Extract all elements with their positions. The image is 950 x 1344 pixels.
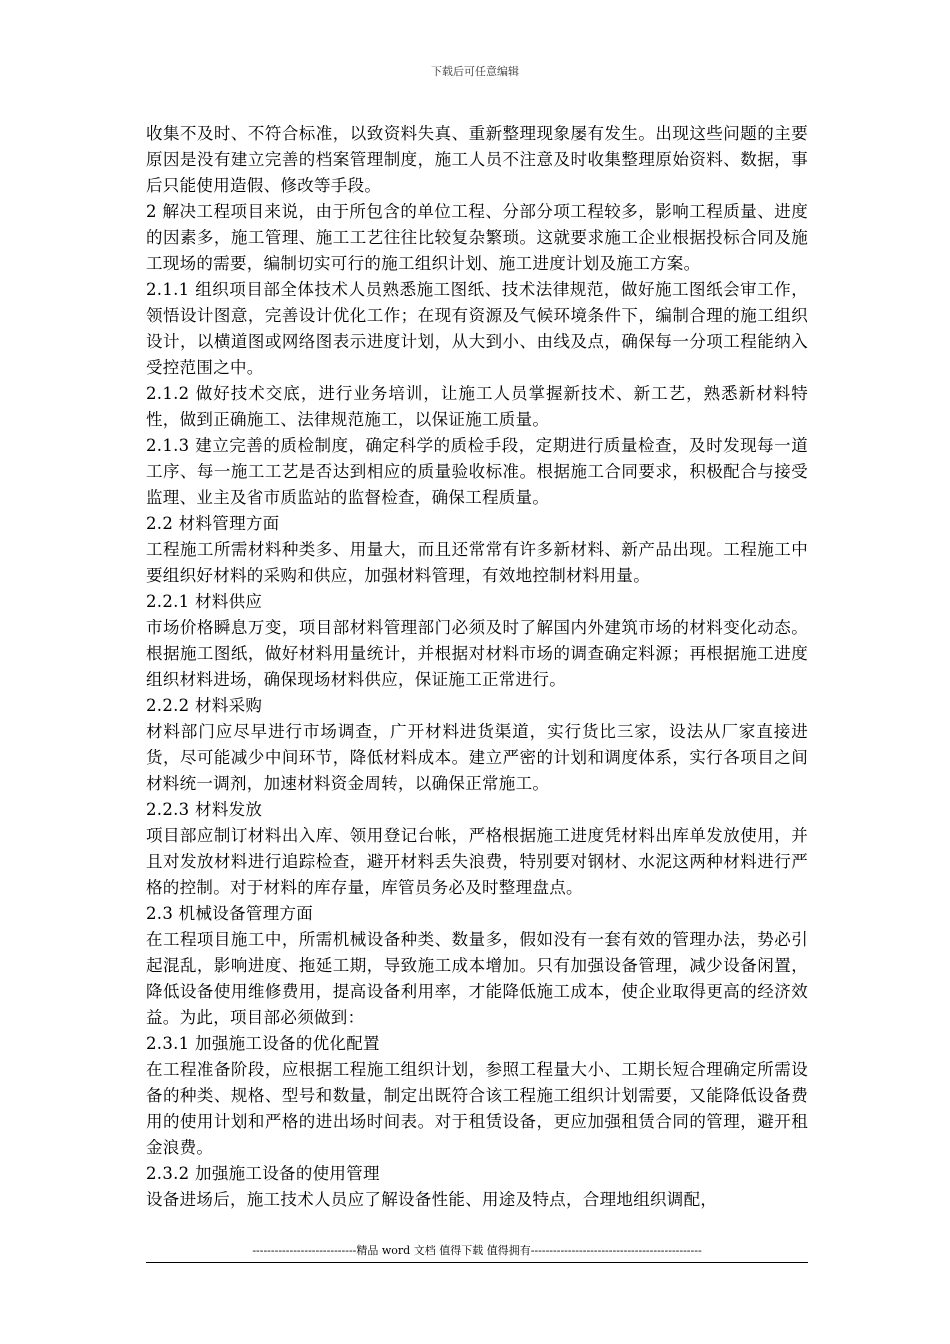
body-paragraph: 收集不及时、不符合标准，以致资料失真、重新整理现象屡有发生。出现这些问题的主要原因是没有建立完善的档案管理制度，施工人员不注意及时收集整理原始资料、数据，事后只能使用造假、修改等手段。 (146, 124, 808, 195)
section-heading: 2.2.1 材料供应 (146, 592, 263, 611)
footer-divider (146, 1262, 808, 1263)
body-paragraph: 2.1.3 建立完善的质检制度，确定科学的质检手段，定期进行质量检查，及时发现每一道工序、每一施工工艺是否达到相应的质量验收标准。根据施工合同要求，积极配合与接受监理、业主及省市质监站的监督检查，确保工程质量。 (146, 436, 808, 507)
body-paragraph: 项目部应制订材料出入库、领用登记台帐，严格根据施工进度凭材料出库单发放使用，并且对发放材料进行追踪检查，避开材料丢失浪费，特别要对钢材、水泥这两种材料进行严格的控制。对于材料的库存量，库管员务必及时整理盘点。 (146, 826, 808, 897)
body-paragraph: 2 解决工程项目来说，由于所包含的单位工程、分部分项工程较多，影响工程质量、进度的因素多，施工管理、施工工艺往往比较复杂繁琐。这就要求施工企业根据投标合同及施工现场的需要，编制切实可行的施工组织计划、施工进度计划及施工方案。 (146, 202, 808, 273)
document-body (146, 121, 808, 1213)
body-paragraph: 在工程项目施工中，所需机械设备种类、数量多，假如没有一套有效的管理办法，势必引起混乱，影响进度、拖延工期，导致施工成本增加。只有加强设备管理，减少设备闲置，降低设备使用维修费用，提高设备利用率，才能降低施工成本，使企业取得更高的经济效益。为此，项目部必须做到： (146, 930, 808, 1027)
page-footer: ----------------------------精品 word 文档 值得下载 值得拥有---------------------------------------------- (252, 1244, 702, 1257)
section-heading: 2.3.1 加强施工设备的优化配置 (146, 1034, 380, 1053)
section-heading: 2.2.2 材料采购 (146, 696, 263, 715)
body-paragraph: 在工程准备阶段，应根据工程施工组织计划，参照工程量大小、工期长短合理确定所需设备的种类、规格、型号和数量，制定出既符合该工程施工组织计划需要，又能降低设备费用的使用计划和严格的进出场时间表。对于租赁设备，更应加强租赁合同的管理，避开租金浪费。 (146, 1060, 808, 1157)
section-heading: 2.2.3 材料发放 (146, 800, 263, 819)
body-paragraph: 2.1.2 做好技术交底，进行业务培训，让施工人员掌握新技术、新工艺，熟悉新材料特性，做到正确施工、法律规范施工，以保证施工质量。 (146, 384, 808, 429)
body-paragraph: 市场价格瞬息万变，项目部材料管理部门必须及时了解国内外建筑市场的材料变化动态。根据施工图纸，做好材料用量统计，并根据对材料市场的调查确定料源；再根据施工进度组织材料进场，确保现场材料供应，保证施工正常进行。 (146, 618, 808, 689)
section-heading: 2.2 材料管理方面 (146, 514, 280, 533)
body-paragraph: 材料部门应尽早进行市场调查，广开材料进货渠道，实行货比三家，设法从厂家直接进货，尽可能减少中间环节，降低材料成本。建立严密的计划和调度体系，实行各项目之间材料统一调剂，加速材料资金周转，以确保正常施工。 (146, 722, 808, 793)
section-heading: 2.3 机械设备管理方面 (146, 904, 314, 923)
body-paragraph: 设备进场后，施工技术人员应了解设备性能、用途及特点，合理地组织调配， (146, 1190, 718, 1209)
page-header: 下载后可任意编辑 (431, 65, 519, 78)
section-heading: 2.3.2 加强施工设备的使用管理 (146, 1164, 380, 1183)
body-paragraph: 工程施工所需材料种类多、用量大，而且还常常有许多新材料、新产品出现。工程施工中要组织好材料的采购和供应，加强材料管理，有效地控制材料用量。 (146, 540, 808, 585)
body-paragraph: 2.1.1 组织项目部全体技术人员熟悉施工图纸、技术法律规范，做好施工图纸会审工作，领悟设计图意，完善设计优化工作；在现有资源及气候环境条件下，编制合理的施工组织设计，以横道图或网络图表示进度计划，从大到小、由线及点，确保每一分项工程能纳入受控范围之中。 (146, 280, 808, 377)
